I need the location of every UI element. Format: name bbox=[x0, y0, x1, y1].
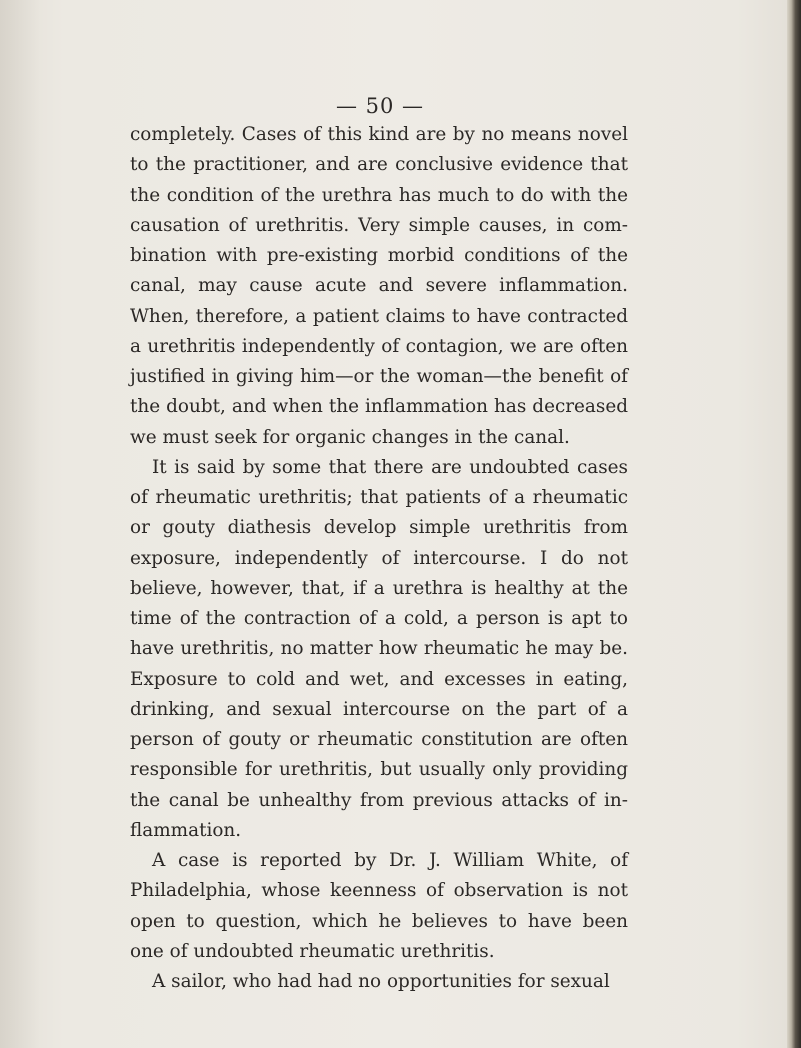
paragraph: completely. Cases of this kind are by no means novel to the practitioner, and are conclusive evidence that the condition of the urethra has much to do with the causation of urethritis. Very simple causes, in com-bination with pre-existing morbid conditions of the canal, may cause acute and severe inflammation. When, therefore, a patient claims to have contracted a urethritis independently of contagion, we are often justified in giving him—or the woman—the benefit of the doubt, and when the inflammation has decreased we must seek for organic changes in the canal. bbox=[130, 124, 628, 448]
page-shadow bbox=[0, 0, 40, 1048]
paragraph: A case is reported by Dr. J. William White, of Philadelphia, whose keenness of observation is not open to question, which he believes to have been one of undoubted rheumatic urethritis. bbox=[130, 850, 628, 962]
page-number: — 50 — bbox=[335, 94, 425, 118]
book-binding-edge bbox=[787, 0, 801, 1048]
paragraph: It is said by some that there are undoubted cases of rheumatic urethritis; that patients of a rheumatic or gouty diathesis develop simple urethritis from exposure, independently of intercourse. I do not believe, however, that, if a urethra is healthy at the time of the contraction of a cold, a person is apt to have urethritis, no matter how rheumatic he may be. Exposure to cold and wet, and excesses in eating, drinking, and sexual intercourse on the part of a person of gouty or rheumatic constitution are often responsible for urethritis, but usually only providing the canal be unhealthy from previous attacks of in-flammation. bbox=[130, 456, 628, 841]
paragraph: A sailor, who had had no opportunities for sexual bbox=[152, 971, 610, 992]
body-text bbox=[130, 120, 628, 997]
